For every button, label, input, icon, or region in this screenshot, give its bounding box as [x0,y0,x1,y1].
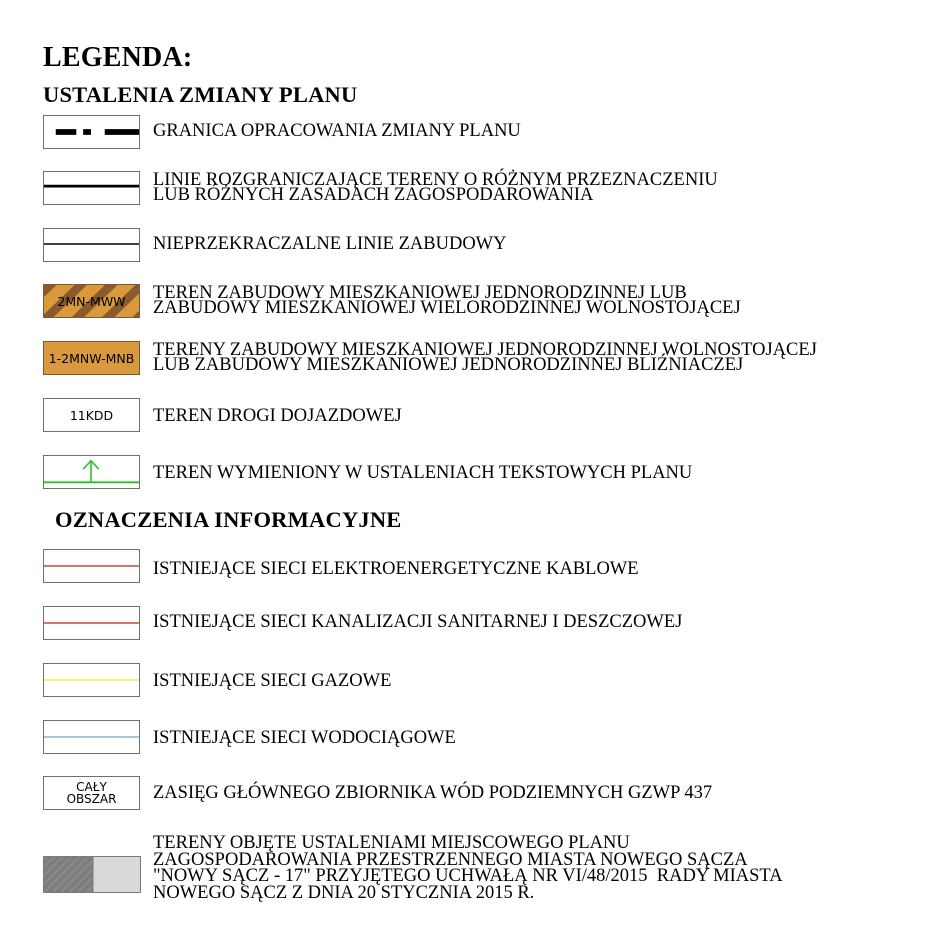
symbol-11kdd [43,398,140,432]
section-plan-heading: USTALENIA ZMIANY PLANU [43,82,358,107]
code-1-2mnw-mnb: 1-2MNW-MNB [48,350,135,366]
label-existing-plan-areas: TERENY OBJĘTE USTALENIAMI MIEJSCOWEGO PLANU ZAGOSPODAROWANIA PRZESTRZENNEGO MIASTA NOWEGO SĄCZA "NOWY SĄCZ - 17" PRZYJĘTEGO UCHWAŁĄ NR VI/48/2015 RADY MIASTA NOWEGO SĄCZ Z DNIA 20 STYCZNIA 2015 R. [153,833,783,903]
label-gas-network: ISTNIEJĄCE SIECI GAZOWE [153,671,392,691]
label-water-network: ISTNIEJĄCE SIECI WODOCIĄGOWE [153,728,456,748]
label-gzwp-437: ZASIĘG GŁÓWNEGO ZBIORNIKA WÓD PODZIEMNYCH GZWP 437 [153,783,713,803]
symbol-sewer-network [43,606,140,640]
symbol-plan-boundary [43,115,140,149]
label-plan-boundary: GRANICA OPRACOWANIA ZMIANY PLANU [153,121,521,141]
label-building-lines: NIEPRZEKRACZALNE LINIE ZABUDOWY [153,234,507,254]
green-arrow-icon [44,456,139,488]
symbol-electric-cables [43,549,140,583]
code-11kdd: 11KDD [69,407,114,423]
label-11kdd: TEREN DROGI DOJAZDOWEJ [153,406,402,426]
symbol-2mn-mww [43,284,140,318]
symbol-gzwp-437 [43,776,140,810]
label-electric-cables: ISTNIEJĄCE SIECI ELEKTROENERGETYCZNE KABLOWE [153,559,639,579]
code-line-2: OBSZAR [66,792,117,806]
label-textual-area: TEREN WYMIENIONY W USTALENIACH TEKSTOWYCH PLANU [153,463,693,483]
code-line-1: CAŁY [76,779,107,794]
symbol-1-2mnw-mnb [43,341,140,375]
code-gzwp-437 [44,777,139,809]
section-info-heading: OZNACZENIA INFORMACYJNE [55,507,402,532]
label-sewer-network: ISTNIEJĄCE SIECI KANALIZACJI SANITARNEJ I DESZCZOWEJ [153,612,683,632]
symbol-water-network [43,720,140,754]
code-2mn-mww: 2MN-MWW [57,293,126,309]
legend-title: LEGENDA: [43,42,193,73]
symbol-demarcation-lines [43,171,140,205]
symbol-existing-plan-areas [43,856,141,893]
symbol-textual-area [43,455,140,489]
symbol-building-lines [43,228,140,262]
label-2mn-mww: TEREN ZABUDOWY MIESZKANIOWEJ JEDNORODZINNEJ LUB ZABUDOWY MIESZKANIOWEJ WIELORODZINNEJ WOLNOSTOJĄCEJ [153,283,741,318]
label-demarcation-lines: LINIE ROZGRANICZAJĄCE TERENY O RÓŻNYM PRZEZNACZENIU LUB RÓŻNYCH ZASADACH ZAGOSPODAROWANIA [153,170,718,205]
symbol-gas-network [43,663,140,697]
label-1-2mnw-mnb: TERENY ZABUDOWY MIESZKANIOWEJ JEDNORODZINNEJ WOLNOSTOJĄCEJ LUB ZABUDOWY MIESZKANIOWEJ JEDNORODZINNEJ BLIŹNIACZEJ [153,340,817,375]
